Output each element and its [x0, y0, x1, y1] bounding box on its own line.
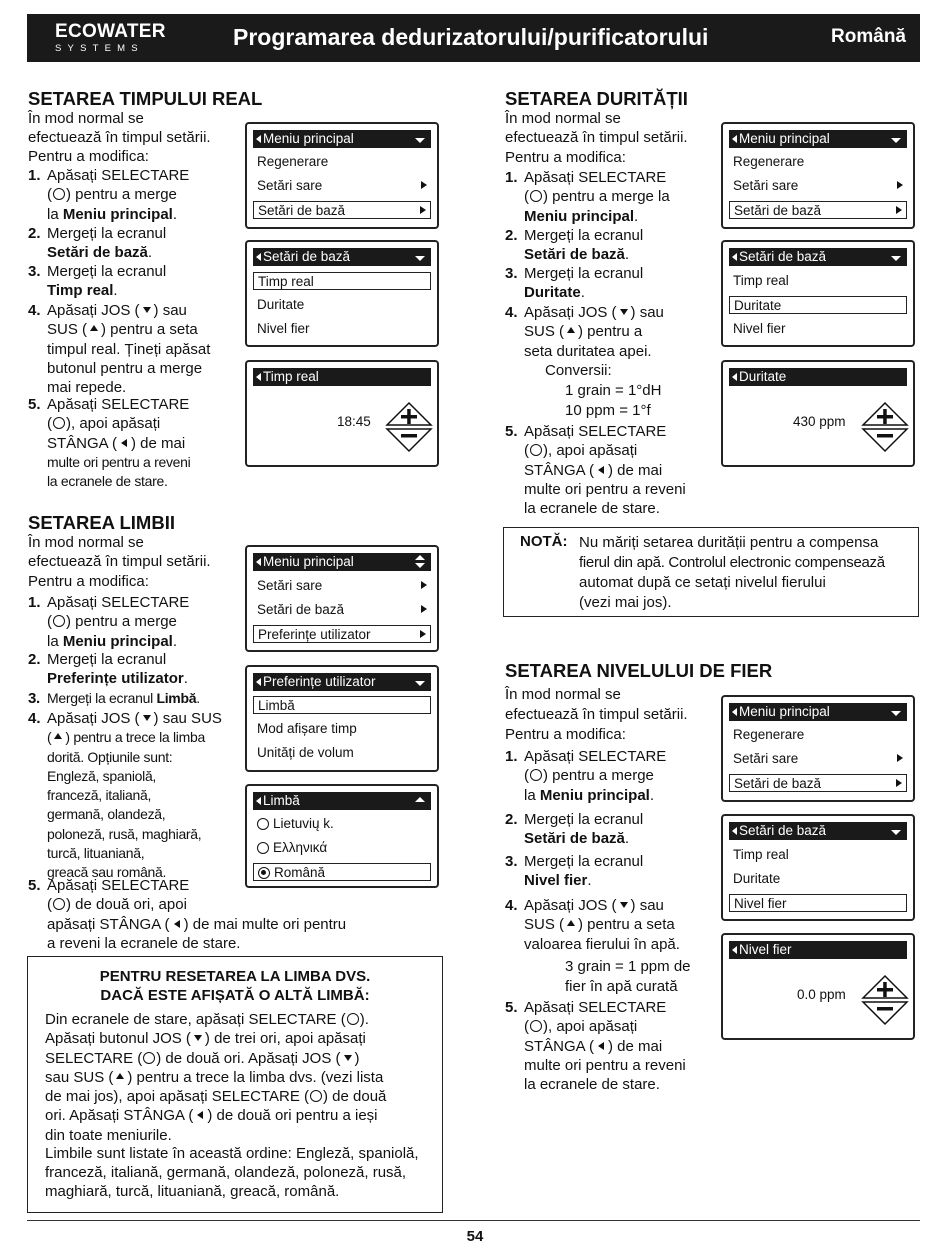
chevron-down-icon [415, 563, 425, 568]
lcd-screen-main-menu [721, 695, 915, 802]
reset-box-title: PENTRU RESETAREA LA LIMBA DVS. [99, 968, 371, 985]
menu-item-selected: Setări de bază [729, 774, 907, 792]
footer-divider [27, 1220, 920, 1221]
page-number: 54 [466, 1228, 484, 1245]
menu-item-selected: Preferințe utilizator [253, 625, 431, 643]
step-5: 5. Apăsați SELECTARE ( ), apoi apăsați STÂNGA ( ) de mai multe ori pentru a reveni la ecranele de stare. [505, 423, 686, 518]
menu-item-selected: Duritate [729, 296, 907, 314]
conversion-line: 1 grain = 1°dH [565, 382, 662, 399]
radio-off-icon [257, 842, 269, 854]
section-title-hardness: SETAREA DURITĂȚII [505, 88, 688, 109]
menu-item: Timp real [733, 847, 789, 862]
plus-minus-icon [860, 973, 910, 1029]
conversion-line: 10 ppm = 1°f [565, 402, 651, 419]
lcd-screen-iron-level [721, 933, 915, 1040]
menu-item: Regenerare [257, 154, 329, 169]
screen-title-bar: Limbă [253, 792, 431, 810]
lcd-screen-main-menu [721, 122, 915, 229]
intro-line: În mod normal se [28, 534, 144, 551]
note-line: fierul din apă. Controlul electronic compensează [579, 554, 885, 571]
step-4: 4. Apăsați JOS ( ) sau SUS ( ) pentru a seta valoarea fierului în apă. [505, 897, 680, 953]
step-3: 3. Mergeți la ecranul Nivel fier. [505, 853, 644, 890]
select-button-icon [530, 1020, 542, 1032]
section-title-iron: SETAREA NIVELULUI DE FIER [505, 660, 773, 681]
down-arrow-icon [143, 715, 151, 721]
up-arrow-icon [567, 920, 575, 926]
screen-title-bar: Setări de bază [253, 248, 431, 266]
intro-line: efectuează în timpul setării. [28, 129, 211, 146]
screen-title-bar: Setări de bază [729, 248, 907, 266]
radio-off-icon [257, 818, 269, 830]
language-option: Lietuvių k. [253, 815, 431, 833]
chevron-down-icon [415, 138, 425, 143]
lcd-screen-basic-settings [721, 240, 915, 347]
select-button-icon [530, 190, 542, 202]
intro-line: În mod normal se [505, 686, 621, 703]
intro-line: În mod normal se [505, 110, 621, 127]
plus-minus-icon [384, 400, 434, 456]
step-5: 5. Apăsați SELECTARE ( ), apoi apăsați STÂNGA ( ) de mai multe ori pentru a reveni la ecranele de stare. [28, 396, 191, 490]
language-list-line: maghiară, turcă, lituaniană, greacă, română. [45, 1183, 340, 1200]
chevron-down-icon [891, 830, 901, 835]
select-button-icon [53, 615, 65, 627]
menu-item: Setări de bază [253, 601, 431, 619]
select-button-icon [530, 444, 542, 456]
step-5: 5. Apăsați SELECTARE ( ), apoi apăsați STÂNGA ( ) de mai multe ori pentru a reveni la ecranele de stare. [505, 999, 686, 1094]
chevron-down-icon [891, 256, 901, 261]
arrow-right-icon [896, 206, 902, 214]
select-button-icon [347, 1013, 359, 1025]
menu-item: Regenerare [733, 154, 805, 169]
step-1: 1. Apăsați SELECTARE ( ) pentru a merge la Meniu principal. [505, 748, 667, 804]
step-2: 2. Mergeți la ecranul Preferințe utilizator. [28, 651, 188, 688]
note-box [503, 527, 919, 617]
plus-minus-icon [860, 400, 910, 456]
chevron-down-icon [415, 681, 425, 686]
arrow-right-icon [421, 181, 427, 189]
section-title-language: SETAREA LIMBII [28, 512, 175, 533]
up-arrow-icon [567, 327, 575, 333]
step-4: 4. Apăsați JOS ( ) sau SUS ( ) pentru a trece la limba dorită. Opțiunile sunt: Engleză, spaniolă, franceză, italiană, germană, olandeză, poloneză, rusă, maghiară, turcă, lituaniană, greacă sau română. [28, 710, 222, 881]
language-option: Ελληνικά [253, 839, 431, 857]
menu-item-selected: Setări de bază [253, 201, 431, 219]
step-2: 2. Mergeți la ecranul Setări de bază. [505, 811, 644, 848]
step-5: 5. Apăsați SELECTARE ( ) de două ori, apoi apăsați STÂNGA ( ) de mai multe ori pentru a reveni la ecranele de stare. [28, 877, 347, 952]
select-button-icon [53, 898, 65, 910]
chevron-down-icon [891, 711, 901, 716]
intro-line: Pentru a modifica: [28, 573, 149, 590]
page-header [27, 14, 920, 62]
down-arrow-icon [143, 307, 151, 313]
menu-item-selected: Timp real [253, 272, 431, 290]
language-list-line: franceză, italiană, germană, olandeză, poloneză, rusă, [45, 1164, 407, 1181]
conversion-heading: Conversii: [545, 362, 612, 379]
menu-item: Duritate [257, 297, 305, 312]
arrow-right-icon [421, 581, 427, 589]
left-arrow-icon [598, 466, 604, 474]
iron-value: 0.0 ppm [797, 987, 846, 1002]
screen-title-bar: Nivel fier [729, 941, 907, 959]
lcd-screen-basic-settings [721, 814, 915, 921]
menu-item-selected: Limbă [253, 696, 431, 714]
screen-title-bar: Setări de bază [729, 822, 907, 840]
left-arrow-icon [598, 1042, 604, 1050]
screen-title-bar: Meniu principal [729, 703, 907, 721]
menu-item-selected: Setări de bază [729, 201, 907, 219]
intro-line: efectuează în timpul setării. [28, 553, 211, 570]
lcd-screen-basic-settings [245, 240, 439, 347]
arrow-right-icon [896, 779, 902, 787]
left-arrow-icon [121, 439, 127, 447]
down-arrow-icon [194, 1035, 202, 1041]
screen-title-bar: Meniu principal [253, 553, 431, 571]
lcd-screen-hardness [721, 360, 915, 467]
screen-title-bar: Meniu principal [253, 130, 431, 148]
chevron-up-icon [415, 797, 425, 802]
intro-line: Pentru a modifica: [28, 148, 149, 165]
menu-item: Duritate [733, 871, 781, 886]
left-arrow-icon [197, 1111, 203, 1119]
lcd-screen-real-time [245, 360, 439, 467]
note-line: Nu măriți setarea durității pentru a compensa [579, 534, 879, 551]
lcd-screen-main-menu [245, 545, 439, 652]
note-label: NOTĂ: [520, 533, 568, 550]
select-button-icon [53, 188, 65, 200]
step-3: 3. Mergeți la ecranul Limbă. [28, 690, 200, 707]
down-arrow-icon [344, 1055, 352, 1061]
up-arrow-icon [90, 325, 98, 331]
menu-item: Setări sare [729, 750, 907, 768]
language-option-selected: Română [253, 863, 431, 881]
reset-instructions: Din ecranele de stare, apăsați SELECTARE ( ). Apăsați butonul JOS ( ) de trei ori, apoi apăsați SELECTARE ( ) de două ori. Apăsați JOS ( ) sau SUS ( ) pentru a trece la limba dvs. (vezi lista de mai jos), apoi apăsați SELECTARE ( ) de două ori. Apăsați STÂNGA ( ) de două ori pentru a ieși din toate meniurile. [45, 1011, 387, 1144]
select-button-icon [310, 1090, 322, 1102]
select-button-icon [53, 417, 65, 429]
menu-item: Unități de volum [257, 745, 354, 760]
menu-item: Regenerare [733, 727, 805, 742]
reset-box-title: DACĂ ESTE AFIȘATĂ O ALTĂ LIMBĂ: [100, 987, 370, 1004]
logo-ecowater: ECOWATER [55, 21, 166, 42]
intro-line: efectuează în timpul setării. [505, 706, 688, 723]
intro-line: Pentru a modifica: [505, 726, 626, 743]
screen-title-bar: Duritate [729, 368, 907, 386]
step-3: 3. Mergeți la ecranul Timp real. [28, 263, 167, 300]
arrow-right-icon [421, 605, 427, 613]
step-1: 1. Apăsați SELECTARE ( ) pentru a merge la Meniu principal. [505, 169, 670, 225]
chevron-down-icon [891, 138, 901, 143]
lcd-screen-user-preferences [245, 665, 439, 772]
conversion-line: 3 grain = 1 ppm de [565, 958, 691, 975]
step-2: 2. Mergeți la ecranul Setări de bază. [28, 225, 167, 262]
hardness-value: 430 ppm [793, 414, 846, 429]
lcd-screen-language [245, 784, 439, 888]
arrow-right-icon [897, 181, 903, 189]
intro-line: efectuează în timpul setării. [505, 129, 688, 146]
arrow-right-icon [420, 630, 426, 638]
step-1: 1. Apăsați SELECTARE ( ) pentru a merge la Meniu principal. [28, 594, 190, 650]
screen-title-bar: Meniu principal [729, 130, 907, 148]
screen-title-bar: Timp real [253, 368, 431, 386]
note-line: automat după ce setați nivelul fierului [579, 574, 826, 591]
menu-item-selected: Nivel fier [729, 894, 907, 912]
step-2: 2. Mergeți la ecranul Setări de bază. [505, 227, 644, 264]
language-label: Română [831, 26, 906, 47]
language-reset-box [27, 956, 443, 1213]
intro-line: Pentru a modifica: [505, 149, 626, 166]
step-4: 4. Apăsați JOS ( ) sau SUS ( ) pentru a seta timpul real. Țineți apăsat butonul pentru a merge mai repede. [28, 302, 211, 397]
down-arrow-icon [620, 309, 628, 315]
section-title-real-time: SETAREA TIMPULUI REAL [28, 88, 263, 109]
page-title: Programarea dedurizatorului/purificatorului [233, 24, 709, 50]
menu-item: Setări sare [253, 577, 431, 595]
note-line: (vezi mai jos). [579, 594, 672, 611]
step-3: 3. Mergeți la ecranul Duritate. [505, 265, 644, 302]
logo-systems: SYSTEMS [55, 43, 144, 54]
left-arrow-icon [174, 920, 180, 928]
radio-on-icon [258, 867, 270, 879]
menu-item: Timp real [733, 273, 789, 288]
menu-item: Mod afișare timp [257, 721, 357, 736]
down-arrow-icon [620, 902, 628, 908]
screen-title-bar: Preferințe utilizator [253, 673, 431, 691]
time-value: 18:45 [337, 414, 371, 429]
up-arrow-icon [54, 733, 62, 739]
intro-line: În mod normal se [28, 110, 144, 127]
menu-item: Nivel fier [733, 321, 786, 336]
arrow-right-icon [420, 206, 426, 214]
lcd-screen-main-menu [245, 122, 439, 229]
step-1: 1. Apăsați SELECTARE ( ) pentru a merge la Meniu principal. [28, 167, 190, 223]
conversion-line: fier în apă curată [565, 978, 678, 995]
menu-item: Setări sare [253, 177, 431, 195]
step-4: 4. Apăsați JOS ( ) sau SUS ( ) pentru a seta duritatea apei. [505, 304, 664, 360]
menu-item: Nivel fier [257, 321, 310, 336]
arrow-right-icon [897, 754, 903, 762]
chevron-up-icon [415, 555, 425, 560]
select-button-icon [530, 769, 542, 781]
up-arrow-icon [116, 1073, 124, 1079]
chevron-down-icon [415, 256, 425, 261]
language-list-line: Limbile sunt listate în această ordine: Engleză, spaniolă, [45, 1145, 419, 1162]
menu-item: Setări sare [729, 177, 907, 195]
select-button-icon [143, 1052, 155, 1064]
